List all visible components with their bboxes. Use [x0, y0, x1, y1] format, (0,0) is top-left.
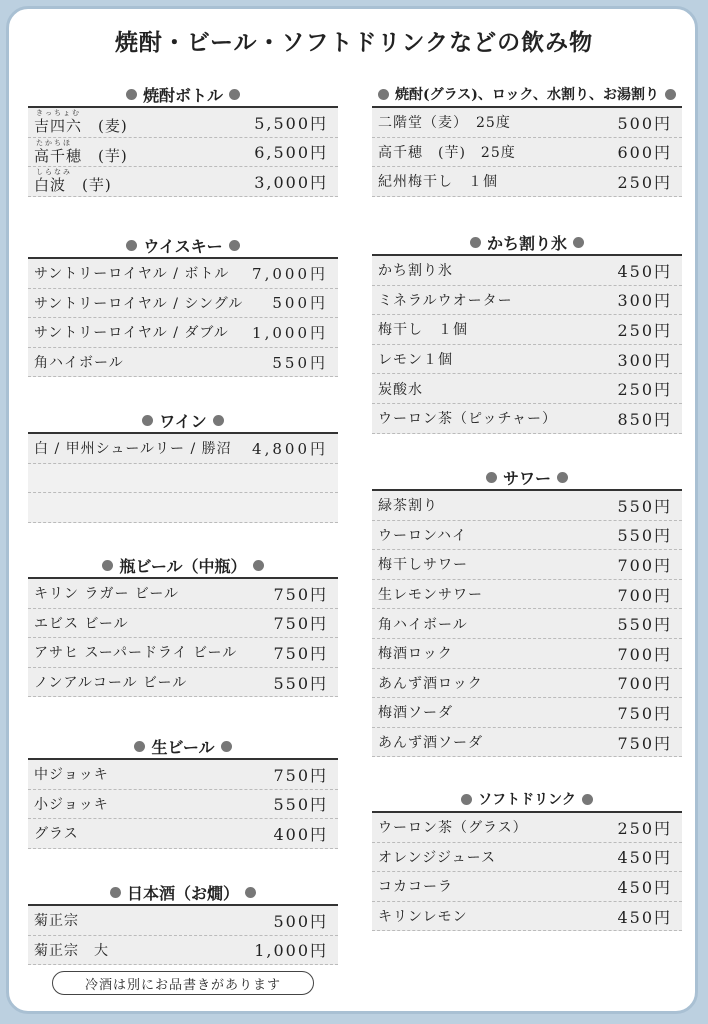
- menu-item: [28, 819, 338, 849]
- bullet-icon: [102, 560, 113, 571]
- item-price: 550円: [273, 673, 328, 693]
- item-name: 高千穂 (芋) 25度: [378, 144, 516, 161]
- section-sake: [28, 880, 338, 965]
- item-price: 700円: [617, 555, 672, 575]
- menu-item: [28, 348, 338, 378]
- item-name: 紀州梅干し １個: [378, 174, 498, 191]
- bullet-icon: [486, 472, 497, 483]
- item-name: ミネラルウオーター: [378, 292, 513, 309]
- bullet-icon: [221, 741, 232, 752]
- section-draft-beer: [28, 734, 338, 849]
- menu-item: [28, 108, 338, 138]
- menu-item: [372, 315, 682, 345]
- section-header: 生ビール: [151, 737, 215, 757]
- section-header: サワー: [502, 468, 551, 488]
- bullet-icon: [573, 237, 584, 248]
- page-title: 焼酎・ビール・ソフトドリンクなどの飲み物: [114, 29, 594, 56]
- item-name: グラス: [34, 826, 79, 843]
- menu-item: [372, 404, 682, 434]
- item-name: かち割り氷: [378, 263, 453, 280]
- item-name: 生レモンサワー: [378, 587, 483, 604]
- item-price: 550円: [273, 795, 328, 815]
- item-name: 吉四六 (麦): [34, 117, 128, 136]
- item-price: 500円: [617, 113, 672, 133]
- item-name: 梅酒ソーダ: [378, 705, 453, 722]
- bullet-icon: [461, 794, 472, 805]
- item-name: ウーロン茶（グラス）: [378, 820, 528, 837]
- menu-item: [28, 318, 338, 348]
- menu-item: [372, 167, 682, 197]
- menu-item: [372, 256, 682, 286]
- item-name: 白波 (芋): [34, 176, 112, 195]
- menu-item: [372, 550, 682, 580]
- menu-item: [28, 936, 338, 966]
- menu-item: [372, 902, 682, 932]
- item-name: 二階堂（麦） 25度: [378, 115, 511, 132]
- menu-item: [28, 289, 338, 319]
- item-price: 750円: [273, 584, 328, 604]
- menu-item: [372, 609, 682, 639]
- menu-item: [372, 491, 682, 521]
- bullet-icon: [126, 240, 137, 251]
- bullet-icon: [126, 89, 137, 100]
- item-name: 高千穂 (芋): [34, 146, 128, 165]
- section-sour: [372, 465, 682, 757]
- menu-item: [372, 669, 682, 699]
- item-price: 250円: [617, 320, 672, 340]
- section-bottle-beer: [28, 553, 338, 697]
- section-soft-drink: [372, 787, 682, 931]
- bullet-icon: [245, 887, 256, 898]
- section-header: 焼酎(グラス)、ロック、水割り、お湯割り: [395, 87, 659, 103]
- menu-item: [372, 374, 682, 404]
- menu-item: [372, 872, 682, 902]
- item-name: 菊正宗 大: [34, 942, 109, 959]
- item-price: 250円: [617, 172, 672, 192]
- menu-item: [28, 579, 338, 609]
- cold-sake-note: 冷酒は別にお品書きがあります: [52, 971, 314, 995]
- item-price: 450円: [617, 848, 672, 868]
- item-name: コカコーラ: [378, 879, 453, 896]
- item-name: サントリーロイヤル / ダブル: [34, 325, 229, 342]
- item-name: ウーロン茶（ピッチャー）: [378, 411, 558, 428]
- bullet-icon: [470, 237, 481, 248]
- item-name: ウーロンハイ: [378, 527, 468, 544]
- item-price: 300円: [617, 350, 672, 370]
- bullet-icon: [142, 415, 153, 426]
- item-price: 750円: [617, 703, 672, 723]
- item-price: 1,000円: [254, 941, 328, 961]
- item-price: 7,000円: [252, 264, 328, 283]
- item-price: 450円: [617, 907, 672, 927]
- section-header: 日本酒（お燗）: [126, 883, 239, 903]
- item-price: 600円: [617, 143, 672, 163]
- item-name: 小ジョッキ: [34, 796, 109, 813]
- menu-item: [372, 813, 682, 843]
- bullet-icon: [378, 89, 389, 100]
- section-whisky: [28, 233, 338, 377]
- bullet-icon: [134, 741, 145, 752]
- item-name: あんず酒ソーダ: [378, 735, 483, 752]
- item-price: 450円: [617, 261, 672, 281]
- item-name: あんず酒ロック: [378, 675, 483, 692]
- item-price: 750円: [273, 614, 328, 634]
- item-price: 450円: [617, 877, 672, 897]
- item-name: オレンジジュース: [378, 849, 496, 866]
- item-name: 中ジョッキ: [34, 767, 109, 784]
- item-price: 3,000円: [254, 172, 328, 192]
- menu-item: [28, 906, 338, 936]
- section-header: ワイン: [159, 411, 207, 431]
- furigana: きっちょむ: [36, 109, 81, 117]
- menu-item: [28, 760, 338, 790]
- bullet-icon: [582, 794, 593, 805]
- section-header: 瓶ビール（中瓶）: [119, 556, 247, 576]
- furigana: たかちほ: [36, 138, 72, 147]
- bullet-icon: [253, 560, 264, 571]
- item-price: 850円: [617, 409, 672, 429]
- section-header: 焼酎ボトル: [142, 85, 223, 105]
- menu-item: [28, 609, 338, 639]
- section-kachiwari: [372, 230, 682, 434]
- empty-row: [28, 493, 338, 523]
- item-name: 梅酒ロック: [378, 646, 453, 663]
- item-name: 白 / 甲州シュールリー / 勝沼: [34, 441, 232, 458]
- bullet-icon: [110, 887, 121, 898]
- section-shochu-glass: [372, 82, 682, 197]
- menu-item: [372, 698, 682, 728]
- item-price: 500円: [272, 294, 328, 313]
- item-price: 750円: [617, 733, 672, 753]
- item-name: 角ハイボール: [34, 355, 124, 372]
- item-name: ノンアルコール ビール: [34, 675, 188, 692]
- item-price: 5,500円: [254, 113, 328, 133]
- item-name: サントリーロイヤル / ボトル: [34, 266, 230, 283]
- item-price: 500円: [273, 911, 328, 931]
- section-header: かち割り氷: [486, 233, 567, 253]
- item-price: 400円: [273, 824, 328, 844]
- furigana: しらなみ: [36, 168, 72, 177]
- item-name: レモン１個: [378, 352, 453, 369]
- item-price: 250円: [617, 818, 672, 838]
- item-price: 550円: [617, 496, 672, 516]
- menu-item: [28, 790, 338, 820]
- bullet-icon: [557, 472, 568, 483]
- bullet-icon: [229, 240, 240, 251]
- section-header: ウイスキー: [143, 236, 223, 256]
- menu-item: [372, 843, 682, 873]
- item-name: 菊正宗: [34, 913, 79, 930]
- item-name: アサヒ スーパードライ ビール: [34, 645, 238, 662]
- section-shochu-bottle: [28, 82, 338, 197]
- menu-item: [372, 286, 682, 316]
- item-price: 550円: [272, 353, 328, 372]
- item-price: 700円: [617, 585, 672, 605]
- item-price: 1,000円: [252, 323, 328, 342]
- item-price: 700円: [617, 644, 672, 664]
- menu-item: [372, 345, 682, 375]
- menu-item: [372, 639, 682, 669]
- empty-row: [28, 464, 338, 494]
- item-price: 550円: [617, 615, 672, 635]
- item-name: 梅干しサワー: [378, 557, 468, 574]
- menu-item: [28, 259, 338, 289]
- menu-item: [28, 434, 338, 464]
- item-name: キリンレモン: [378, 909, 468, 926]
- menu-item: [28, 138, 338, 168]
- menu-item: [372, 728, 682, 758]
- item-name: サントリーロイヤル / シングル: [34, 295, 244, 312]
- menu-item: [28, 668, 338, 698]
- item-price: 6,500円: [254, 143, 328, 163]
- bullet-icon: [213, 415, 224, 426]
- section-wine: [28, 408, 338, 523]
- menu-item: [372, 138, 682, 168]
- item-name: キリン ラガー ビール: [34, 586, 180, 603]
- item-price: 750円: [273, 643, 328, 663]
- menu-item: [28, 167, 338, 197]
- menu-item: [372, 580, 682, 610]
- item-price: 4,800円: [252, 439, 328, 458]
- menu-item: [28, 638, 338, 668]
- item-name: 緑茶割り: [378, 498, 438, 515]
- bullet-icon: [665, 89, 676, 100]
- item-price: 250円: [617, 380, 672, 400]
- menu-item: [372, 521, 682, 551]
- item-price: 550円: [617, 526, 672, 546]
- item-name: 炭酸水: [378, 381, 423, 398]
- menu-item: [372, 108, 682, 138]
- item-name: エビス ビール: [34, 615, 129, 632]
- item-name: 梅干し １個: [378, 322, 468, 339]
- bullet-icon: [229, 89, 240, 100]
- section-header: ソフトドリンク: [478, 792, 576, 808]
- item-price: 700円: [617, 674, 672, 694]
- item-price: 300円: [617, 291, 672, 311]
- item-name: 角ハイボール: [378, 616, 468, 633]
- item-price: 750円: [273, 765, 328, 785]
